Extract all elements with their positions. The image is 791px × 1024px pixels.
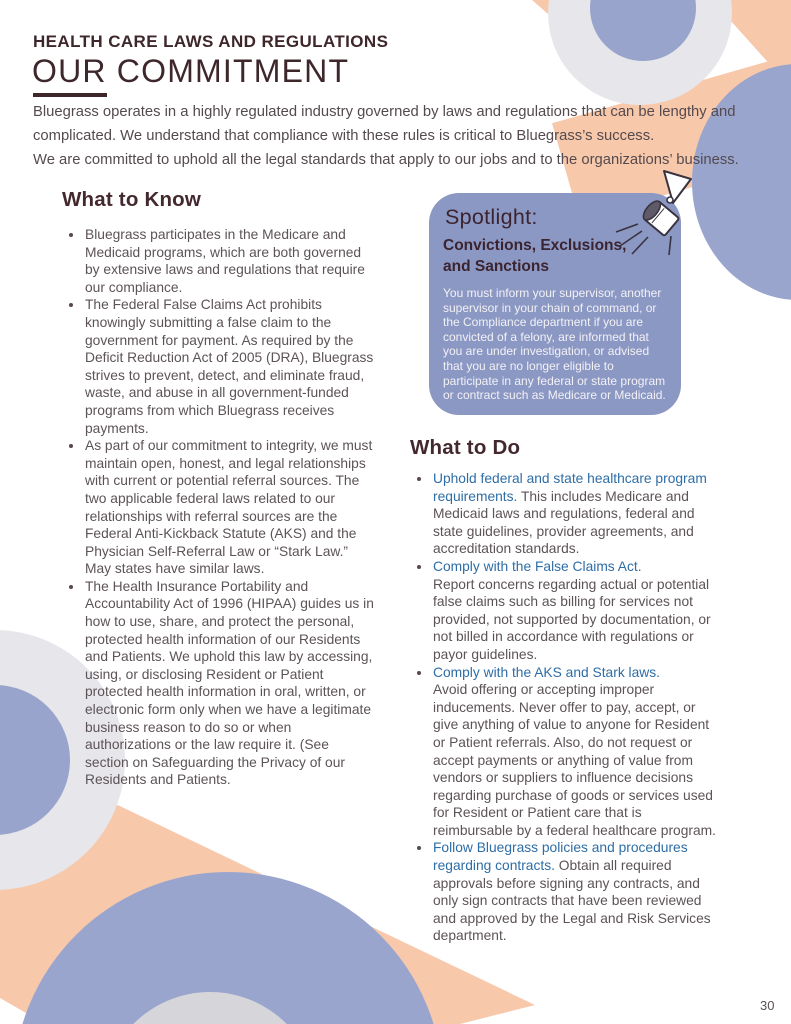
bullet-lead-link: Comply with the False Claims Act. xyxy=(433,558,642,574)
list-item: Bluegrass participates in the Medicare and Medicaid programs, which are both governed by extensive laws and regulations that require our compliance. xyxy=(62,226,374,296)
list-item xyxy=(410,470,722,558)
spotlight-title: Spotlight: xyxy=(445,205,538,229)
list-item xyxy=(410,839,722,945)
section-kicker: HEALTH CARE LAWS AND REGULATIONS xyxy=(33,32,389,51)
spotlight-subtitle: Convictions, Exclusions, and Sanctions xyxy=(443,237,627,275)
spotlight-icon xyxy=(612,168,697,260)
bullet-text: Report concerns regarding actual or potential false claims such as billing for services not provided, not supported by documentation, or not billed in accordance with regulations or payor guidelines. xyxy=(433,576,711,662)
what-to-do-list xyxy=(410,470,722,945)
what-to-know-list xyxy=(62,226,374,789)
bullet-text: Avoid offering or accepting improper inducements. Never offer to pay, accept, or give anything of value to anyone for Resident or Patient referrals. Also, do not request or accept payments or anything of value from vendors or suppliers to influence decisions regarding purchase of goods or services used for Resident or Patient care that is reimbursable by a federal healthcare program. xyxy=(433,682,716,838)
spotlight-body: You must inform your supervisor, another supervisor in your chain of command, or the Compliance department if you are convicted of a felony, are informed that you are under investigation, or advised that you are no longer eligible to participate in any federal or state program or contract such as Medicare or Medicaid. xyxy=(443,286,666,403)
intro-line: complicated. We understand that compliance with these rules is critical to Bluegrass’s success. xyxy=(33,128,655,144)
list-item xyxy=(410,664,722,840)
intro-line: Bluegrass operates in a highly regulated industry governed by laws and regulations that can be lengthy and xyxy=(33,104,736,120)
title-underline xyxy=(33,93,107,97)
bullet-lead-link: Comply with the AKS and Stark laws. xyxy=(433,664,660,680)
intro-paragraph xyxy=(33,100,739,172)
list-item xyxy=(410,558,722,664)
bullet-lead-link: Follow Bluegrass policies and procedures regarding contracts. xyxy=(433,840,688,874)
bullet-text: Obtain all required approvals before signing any contracts, and only sign contracts that have been reviewed and approved by the Legal and Risk Services department. xyxy=(433,858,711,944)
page-number: 30 xyxy=(760,998,775,1013)
page-title: OUR COMMITMENT xyxy=(32,53,350,89)
bullet-text: This includes Medicare and Medicaid laws and regulations, federal and state guidelines, provider agreements, and accreditation standards. xyxy=(433,488,695,557)
intro-line: We are committed to uphold all the legal standards that apply to our jobs and to the organizations’ business. xyxy=(33,152,739,168)
list-item: The Federal False Claims Act prohibits knowingly submitting a false claim to the government for payment. As required by the Deficit Reduction Act of 2005 (DRA), Bluegrass strives to prevent, detect, and eliminate fraud, waste, and abuse in all government-funded programs from which Bluegrass receives payments. xyxy=(62,296,374,437)
bullet-lead-link: Uphold federal and state healthcare program requirements. xyxy=(433,471,707,504)
list-item: As part of our commitment to integrity, we must maintain open, honest, and legal relationships with current or potential referral sources. The two applicable federal laws related to our relationships with referral sources are the Federal Anti-Kickback Statute (AKS) and the Physician Self-Referral Law or “Stark Law.” May states have similar laws. xyxy=(62,437,374,578)
list-item: The Health Insurance Portability and Accountability Act of 1996 (HIPAA) guides us in how to use, share, and protect the personal, protected health information of our Residents and Patients. We uphold this law by accessing, using, or disclosing Resident or Patient protected health information in oral, written, or electronic form only when we have a legitimate business reason to do so or when authorizations or the law require it. (See section on Safeguarding the Privacy of our Residents and Patients. xyxy=(62,578,374,789)
what-to-do-heading: What to Do xyxy=(410,436,521,459)
what-to-know-heading: What to Know xyxy=(62,188,202,211)
